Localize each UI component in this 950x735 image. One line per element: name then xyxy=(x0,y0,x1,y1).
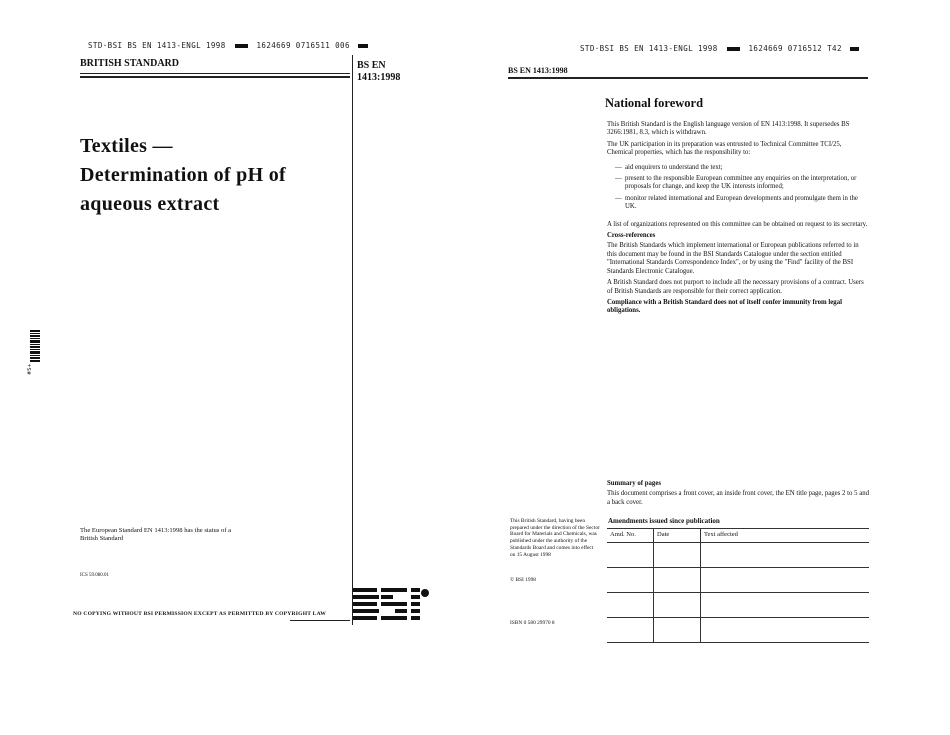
foreword-bullet: — present to the responsible European committee any enquiries on the interpretation, or proposals for change, and keep the UK interests informed; xyxy=(607,175,869,192)
foreword-para: This British Standard is the English language version of EN 1413:1998. It supersedes BS 3266:1981, 8.3, which is withdrawn. xyxy=(607,121,850,137)
column-header: Date xyxy=(654,529,701,543)
barcode-icon xyxy=(30,330,40,362)
bullet-text: present to the responsible European committee any enquiries on the interpretation, or proposals for change, and keep the UK interests informed; xyxy=(625,175,857,191)
right-header-code xyxy=(580,44,859,53)
right-header-code-tail: 1624669 0716512 T42 xyxy=(748,44,842,53)
foreword-para: A list of organizations represented on this committee can be obtained on request to its secretary. xyxy=(607,220,868,228)
header-block-mark xyxy=(850,47,859,51)
status-line: British Standard xyxy=(80,534,124,542)
masthead: BRITISH STANDARD xyxy=(80,58,180,69)
std-number-line: 1413:1998 xyxy=(357,72,401,83)
ics-code: ICS 59.080.01 xyxy=(80,573,110,578)
foreword-heading: National foreword xyxy=(605,96,704,110)
margin-mark: #S+ xyxy=(27,363,33,375)
status-line: The European Standard EN 1413:1998 has the status of a xyxy=(80,527,232,534)
bullet-text: monitor related international and European developments and promulgate them in the UK. xyxy=(625,194,858,211)
notice-rule xyxy=(290,620,350,621)
copyright-notice: NO COPYING WITHOUT BSI PERMISSION EXCEPT AS PERMITTED BY COPYRIGHT LAW xyxy=(73,611,327,617)
title-line: aqueous extract xyxy=(80,193,220,215)
bullet-text: aid enquirers to understand the text; xyxy=(625,163,723,171)
amendments-heading: Amendments issued since publication xyxy=(608,517,720,525)
foreword-para: The British Standards which implement international or European publications referred to in this document may be found in the BSI Standards Catalogue under the section entitled "International Standards Correspondence Index", or by using the "Find" facility of the BSI Standards Electronic Catalogue. xyxy=(607,242,859,275)
summary-text: This document comprises a front cover, an inside front cover, the EN title page, pages 2 to 5 and a back cover. xyxy=(607,490,870,506)
column-header: Amd. No. xyxy=(607,529,654,543)
header-block-mark xyxy=(358,44,368,48)
compliance-statement: Compliance with a British Standard does not of itself confer immunity from legal obligations. xyxy=(607,298,842,315)
bsi-logo-icon xyxy=(353,588,431,624)
foreword-para: A British Standard does not purport to include all the necessary provisions of a contract. Users of British Standards are responsible for their correct application. xyxy=(607,279,864,295)
foreword-body xyxy=(607,121,869,316)
masthead-rule xyxy=(80,76,350,78)
cross-ref-heading: Cross-references xyxy=(607,232,656,240)
left-header-code-tail: 1624669 0716511 006 xyxy=(256,41,350,50)
left-header-code-text: STD·BSI BS EN 1413-ENGL 1998 xyxy=(88,41,226,50)
title-line: Determination of pH of xyxy=(80,164,287,186)
foreword-bullet: — monitor related international and European developments and promulgate them in the UK. xyxy=(607,195,869,212)
summary-heading: Summary of pages xyxy=(607,480,661,487)
right-header-code-text: STD·BSI BS EN 1413-ENGL 1998 xyxy=(580,44,718,53)
prepared-note: This British Standard, having been prepared under the direction of the Sector Board for Materials and Chemicals, was published under the authority of the Standards Board and comes into effect on 15 August 1998 xyxy=(510,518,600,558)
status-statement xyxy=(80,527,231,542)
std-number-line: BS EN xyxy=(357,60,386,71)
margin-barcode xyxy=(30,330,42,367)
vertical-rule xyxy=(352,55,353,625)
foreword-para: The UK participation in its preparation was entrusted to Technical Committee TCI/25, Chemical properties, which has the responsibility to: xyxy=(607,140,842,157)
table-row xyxy=(607,543,869,568)
left-header-code xyxy=(88,41,368,50)
masthead-rule xyxy=(80,73,350,74)
amendments-table xyxy=(607,528,869,643)
title-line: Textiles — xyxy=(80,135,173,157)
isbn: ISBN 0 580 29970 8 xyxy=(510,620,555,626)
column-header: Text affected xyxy=(701,529,870,543)
right-std-number: BS EN 1413:1998 xyxy=(508,66,568,75)
copyright: © BSI 1998 xyxy=(510,577,536,583)
table-row xyxy=(607,618,869,643)
std-number xyxy=(357,60,400,84)
bsi-logo xyxy=(353,588,431,624)
right-header-rule xyxy=(508,77,868,79)
table-row xyxy=(607,593,869,618)
summary-section xyxy=(607,480,869,507)
header-block-mark xyxy=(235,44,248,48)
document-title xyxy=(80,132,286,219)
table-row xyxy=(607,568,869,593)
table-header-row xyxy=(607,529,869,543)
header-block-mark xyxy=(727,47,740,51)
foreword-bullet: — aid enquirers to understand the text; xyxy=(615,163,723,171)
